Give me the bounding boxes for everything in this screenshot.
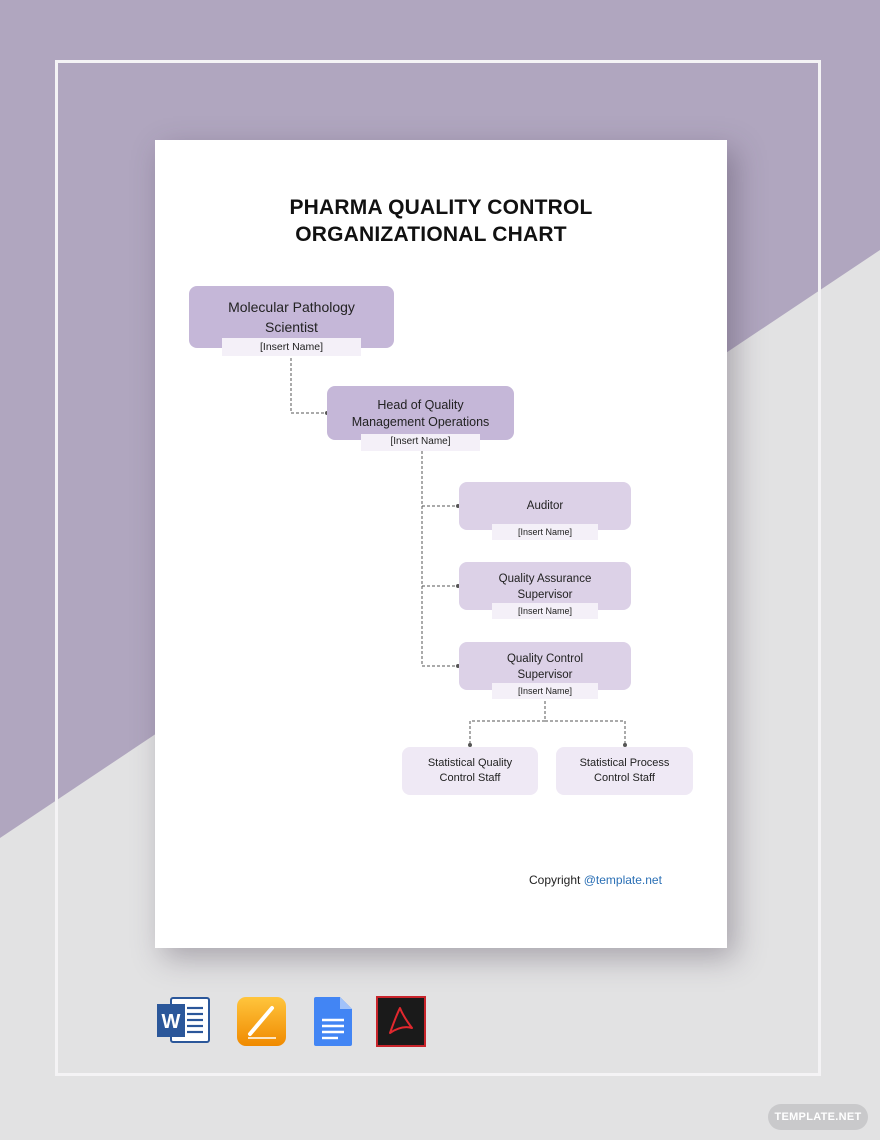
- node-title-line1: Quality Control: [506, 653, 584, 665]
- node-title-line2: Management Operations: [351, 415, 490, 429]
- name-tag-auditor: [Insert Name]: [492, 524, 598, 540]
- name-tag-head-of-quality-management: [Insert Name]: [361, 434, 480, 451]
- connector-lines: [155, 140, 727, 948]
- name-tag-molecular-pathology-scientist: [Insert Name]: [222, 338, 361, 356]
- chart-title-line-2: ORGANIZATIONAL CHART: [295, 223, 567, 246]
- node-title-line1: Quality Assurance: [498, 573, 592, 585]
- node-title-line1: Molecular Pathology: [228, 299, 355, 315]
- node-auditor: [459, 482, 631, 530]
- node-statistical-quality-control-staff: [402, 747, 538, 795]
- node-title-line2: Scientist: [265, 319, 318, 335]
- pdf-icon[interactable]: [376, 996, 426, 1048]
- word-icon[interactable]: [157, 996, 211, 1046]
- name-tag-quality-control-supervisor: [Insert Name]: [492, 683, 598, 699]
- copyright-link[interactable]: @template.net: [583, 873, 662, 887]
- edge-scientist-to-head: [291, 358, 327, 413]
- node-title-line2: Supervisor: [517, 589, 573, 601]
- edge-qc-to-spc: [545, 721, 625, 745]
- document-page: [155, 140, 727, 948]
- edge-qc-to-sqc: [470, 701, 545, 745]
- node-title-line1: Statistical Process: [579, 757, 670, 769]
- node-title-line1: Statistical Quality: [427, 757, 513, 769]
- node-title-line1: Auditor: [526, 500, 564, 512]
- copyright-prefix: Copyright: [529, 873, 584, 887]
- node-head-of-quality-management: [327, 386, 514, 440]
- chart-title-line-1: PHARMA QUALITY CONTROL: [289, 196, 593, 219]
- template-net-badge[interactable]: TEMPLATE.NET: [768, 1104, 868, 1130]
- node-title-line2: Control Staff: [439, 772, 501, 784]
- word-letter: W: [161, 1011, 181, 1033]
- google-docs-icon[interactable]: [312, 996, 354, 1048]
- pages-icon[interactable]: [236, 996, 288, 1048]
- node-title-line2: Supervisor: [517, 669, 573, 681]
- name-tag-quality-assurance-supervisor: [Insert Name]: [492, 603, 598, 619]
- node-title-line2: Control Staff: [594, 772, 655, 784]
- node-statistical-process-control-staff: [556, 747, 693, 795]
- node-title-line1: Head of Quality: [377, 398, 464, 412]
- copyright-text: [529, 873, 662, 887]
